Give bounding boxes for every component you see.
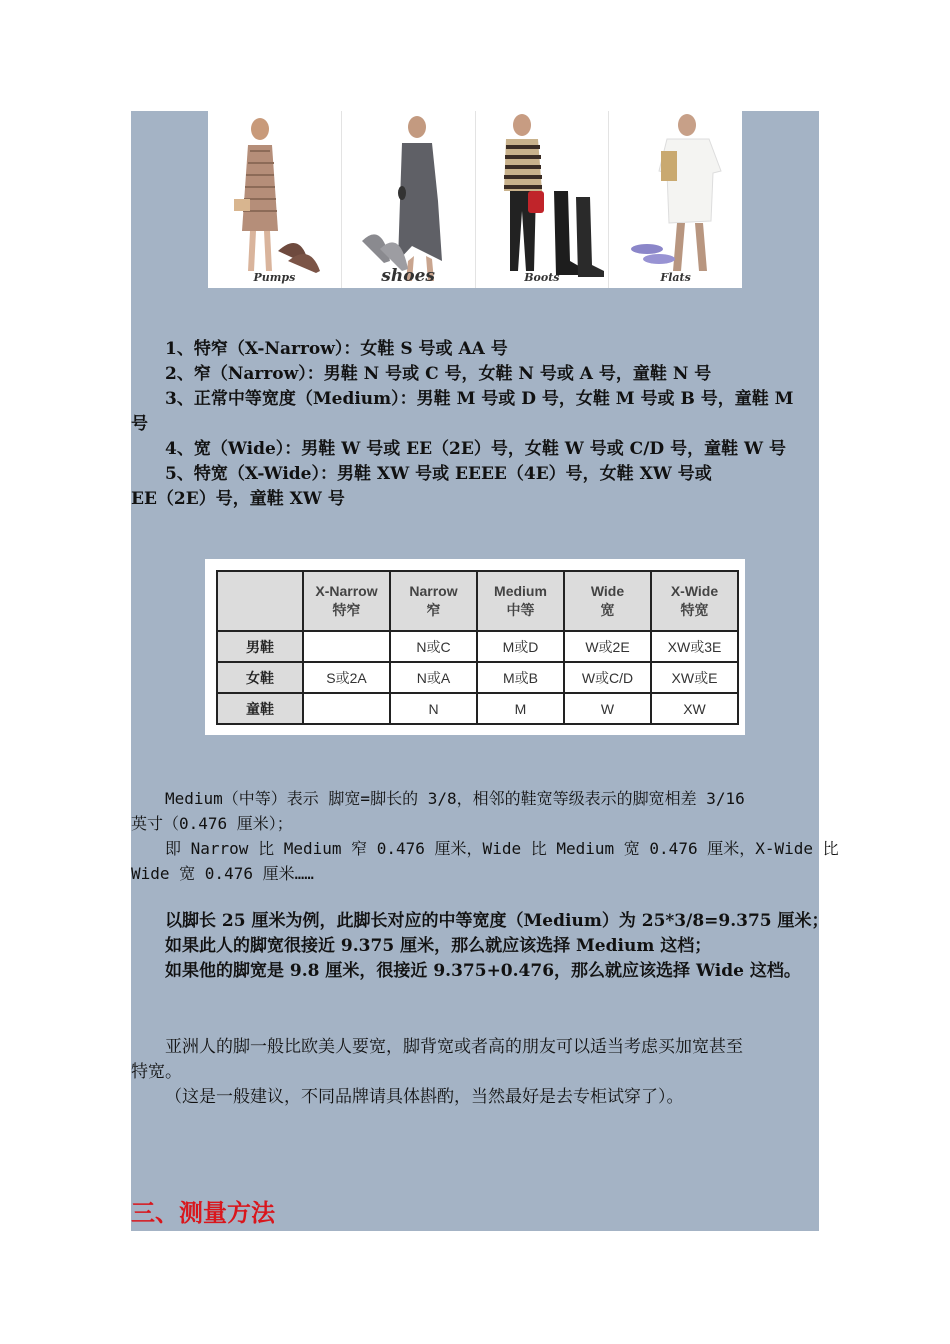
example-line: 如果此人的脚宽很接近 9.375 厘米，那么就应该选择 Medium 这档； xyxy=(165,936,712,956)
table-cell: N xyxy=(390,693,477,724)
table-header-cell: Wide 宽 xyxy=(564,571,651,631)
medium-note-line: Wide 宽 0.476 厘米…… xyxy=(131,864,314,883)
medium-note-line: 英寸（0.476 厘米）； xyxy=(131,814,293,833)
table-cell: N或C xyxy=(390,631,477,662)
table-cell: XW或E xyxy=(651,662,738,693)
table-cell: S或2A xyxy=(303,662,390,693)
shoe-width-table-image xyxy=(205,559,745,735)
photo-pumps xyxy=(208,111,342,288)
flats-outfit-illustration xyxy=(609,111,742,288)
medium-note-line: 即 Narrow 比 Medium 窄 0.476 厘米，Wide 比 Medium 宽 0.476 厘米，X-Wide 比 xyxy=(165,839,839,858)
photo-flats xyxy=(609,111,742,288)
advice-line: 亚洲人的脚一般比欧美人要宽，脚背宽或者高的朋友可以适当考虑买加宽甚至 xyxy=(165,1037,743,1057)
photo-caption: Boots xyxy=(524,271,560,284)
table-cell xyxy=(303,693,390,724)
table-cell: W或C/D xyxy=(564,662,651,693)
table-header-row xyxy=(217,571,738,631)
table-row xyxy=(217,662,738,693)
shoe-width-table xyxy=(216,570,739,725)
width-list-item: 号 xyxy=(131,414,148,434)
table-cell: XW xyxy=(651,693,738,724)
table-row xyxy=(217,693,738,724)
table-cell: M或D xyxy=(477,631,564,662)
shoe-style-photo-strip xyxy=(208,111,742,288)
shoes-outfit-illustration xyxy=(342,111,475,288)
photo-caption: Flats xyxy=(660,271,691,284)
table-cell: XW或3E xyxy=(651,631,738,662)
photo-caption: shoes xyxy=(381,266,435,286)
table-row xyxy=(217,631,738,662)
width-list-item: EE（2E）号，童鞋 XW 号 xyxy=(131,489,345,509)
medium-note-line: Medium（中等）表示 脚宽=脚长的 3/8，相邻的鞋宽等级表示的脚宽相差 3/16 xyxy=(165,789,745,808)
table-cell: W xyxy=(564,693,651,724)
row-label: 男鞋 xyxy=(217,631,303,662)
example-line: 以脚长 25 厘米为例，此脚长对应的中等宽度（Medium）为 25*3/8=9.375 厘米； xyxy=(165,911,829,931)
width-list-item: 5、特宽（X-Wide）：男鞋 XW 号或 EEEE（4E）号，女鞋 XW 号或 xyxy=(165,464,712,484)
photo-boots xyxy=(476,111,610,288)
width-list-item: 2、窄（Narrow）：男鞋 N 号或 C 号，女鞋 N 号或 A 号，童鞋 N 号 xyxy=(165,364,712,384)
boots-outfit-illustration xyxy=(476,111,609,288)
table-cell: M xyxy=(477,693,564,724)
example-line: 如果他的脚宽是 9.8 厘米，很接近 9.375+0.476，那么就应该选择 Wide 这档。 xyxy=(165,961,801,981)
width-list-item: 4、宽（Wide）：男鞋 W 号或 EE（2E）号，女鞋 W 号或 C/D 号，童鞋 W 号 xyxy=(165,439,787,459)
width-list-item: 3、正常中等宽度（Medium）：男鞋 M 号或 D 号，女鞋 M 号或 B 号，童鞋 M xyxy=(165,389,794,409)
section-heading: 三、测量方法 xyxy=(131,1198,275,1227)
width-list-item: 1、特窄（X-Narrow）：女鞋 S 号或 AA 号 xyxy=(165,339,508,359)
table-header-cell: X-Narrow 特窄 xyxy=(303,571,390,631)
photo-caption: Pumps xyxy=(253,271,296,284)
advice-line: （这是一般建议，不同品牌请具体斟酌，当然最好是去专柜试穿了）。 xyxy=(165,1087,684,1107)
table-header-cell: Medium 中等 xyxy=(477,571,564,631)
table-cell: W或2E xyxy=(564,631,651,662)
table-cell: M或B xyxy=(477,662,564,693)
table-corner-cell xyxy=(217,571,303,631)
row-label: 女鞋 xyxy=(217,662,303,693)
table-cell: N或A xyxy=(390,662,477,693)
table-header-cell: X-Wide 特宽 xyxy=(651,571,738,631)
advice-line: 特宽。 xyxy=(131,1062,182,1082)
row-label: 童鞋 xyxy=(217,693,303,724)
pumps-outfit-illustration xyxy=(208,111,341,288)
photo-shoes xyxy=(342,111,476,288)
table-cell xyxy=(303,631,390,662)
table-header-cell: Narrow 窄 xyxy=(390,571,477,631)
